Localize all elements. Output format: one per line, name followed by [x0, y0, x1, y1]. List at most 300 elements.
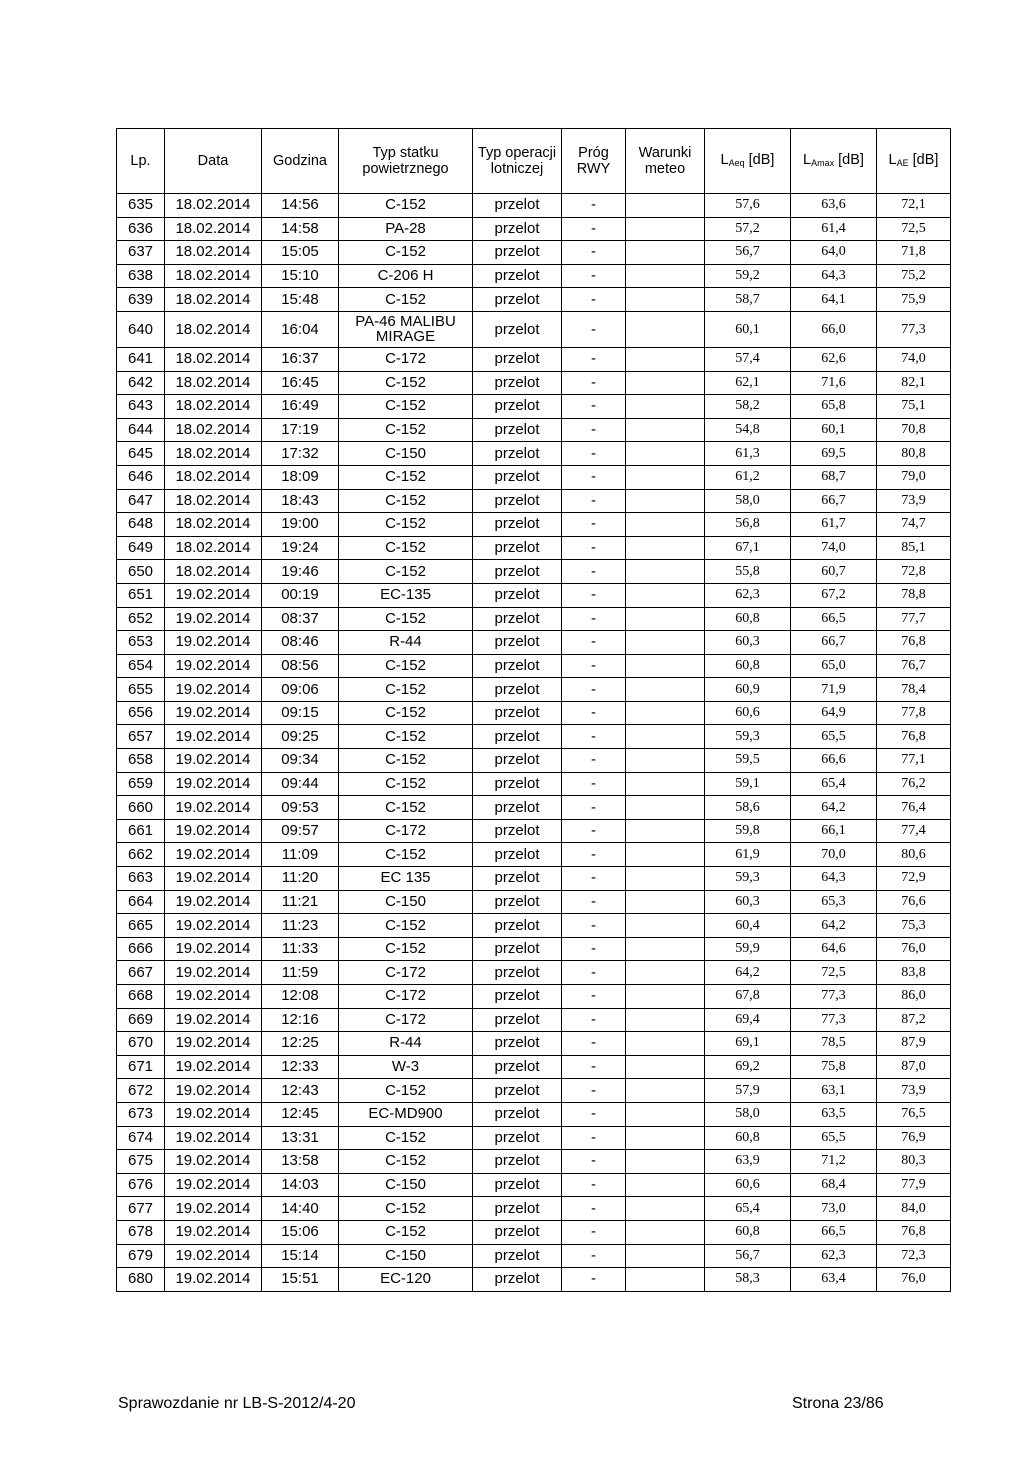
cell-prog-rwy: - — [562, 465, 626, 489]
cell-laeq: 57,2 — [705, 217, 791, 241]
table-row — [117, 513, 951, 537]
cell-laeq: 59,5 — [705, 749, 791, 773]
table-row — [117, 288, 951, 312]
cell-typ-statku: C-152 — [339, 749, 473, 773]
cell-typ-operacji: przelot — [473, 1268, 562, 1292]
cell-godzina: 11:09 — [262, 843, 339, 867]
cell-laeq: 65,4 — [705, 1197, 791, 1221]
cell-lae: 74,0 — [877, 347, 951, 371]
cell-lp: 650 — [117, 560, 165, 584]
cell-lp: 641 — [117, 347, 165, 371]
cell-lp: 660 — [117, 796, 165, 820]
cell-lp: 639 — [117, 288, 165, 312]
cell-godzina: 17:32 — [262, 442, 339, 466]
cell-lamax: 74,0 — [791, 536, 877, 560]
cell-lamax: 64,6 — [791, 937, 877, 961]
cell-lp: 668 — [117, 985, 165, 1009]
cell-typ-statku: C-152 — [339, 1197, 473, 1221]
header-lae-sub: AE — [896, 157, 909, 168]
cell-warunki-meteo — [626, 489, 705, 513]
cell-godzina: 16:45 — [262, 371, 339, 395]
cell-laeq: 59,9 — [705, 937, 791, 961]
cell-lamax: 68,7 — [791, 465, 877, 489]
cell-typ-statku: C-152 — [339, 513, 473, 537]
cell-godzina: 14:56 — [262, 194, 339, 218]
cell-godzina: 15:51 — [262, 1268, 339, 1292]
cell-typ-statku: C-150 — [339, 1173, 473, 1197]
cell-lamax: 65,0 — [791, 654, 877, 678]
cell-laeq: 54,8 — [705, 418, 791, 442]
table-row — [117, 749, 951, 773]
cell-typ-operacji: przelot — [473, 937, 562, 961]
cell-lp: 679 — [117, 1244, 165, 1268]
cell-godzina: 19:00 — [262, 513, 339, 537]
cell-lae: 77,7 — [877, 607, 951, 631]
cell-laeq: 57,4 — [705, 347, 791, 371]
header-laeq-unit: [dB] — [744, 151, 775, 168]
header-laeq-sub: Aeq — [728, 157, 745, 168]
cell-data: 18.02.2014 — [165, 489, 262, 513]
cell-data: 19.02.2014 — [165, 1008, 262, 1032]
cell-lamax: 64,3 — [791, 867, 877, 891]
cell-lamax: 64,2 — [791, 796, 877, 820]
cell-warunki-meteo — [626, 1008, 705, 1032]
cell-godzina: 14:58 — [262, 217, 339, 241]
cell-prog-rwy: - — [562, 1244, 626, 1268]
cell-prog-rwy: - — [562, 418, 626, 442]
cell-data: 18.02.2014 — [165, 395, 262, 419]
cell-typ-statku: EC-135 — [339, 583, 473, 607]
cell-warunki-meteo — [626, 678, 705, 702]
cell-data: 19.02.2014 — [165, 796, 262, 820]
cell-typ-statku: C-152 — [339, 654, 473, 678]
cell-prog-rwy: - — [562, 961, 626, 985]
cell-warunki-meteo — [626, 961, 705, 985]
cell-typ-operacji: przelot — [473, 1197, 562, 1221]
cell-lae: 76,4 — [877, 796, 951, 820]
cell-godzina: 11:59 — [262, 961, 339, 985]
cell-typ-operacji: przelot — [473, 536, 562, 560]
cell-typ-operacji: przelot — [473, 513, 562, 537]
cell-data: 19.02.2014 — [165, 1268, 262, 1292]
cell-prog-rwy: - — [562, 288, 626, 312]
table-row — [117, 217, 951, 241]
cell-typ-statku: PA-46 MALIBU MIRAGE — [339, 311, 473, 347]
cell-typ-operacji: przelot — [473, 654, 562, 678]
cell-laeq: 69,2 — [705, 1055, 791, 1079]
cell-data: 19.02.2014 — [165, 1220, 262, 1244]
cell-laeq: 60,4 — [705, 914, 791, 938]
cell-lp: 672 — [117, 1079, 165, 1103]
table-row — [117, 489, 951, 513]
cell-data: 19.02.2014 — [165, 1079, 262, 1103]
cell-lp: 640 — [117, 311, 165, 347]
cell-typ-operacji: przelot — [473, 395, 562, 419]
cell-laeq: 55,8 — [705, 560, 791, 584]
cell-godzina: 09:53 — [262, 796, 339, 820]
header-lae-unit: [dB] — [908, 151, 939, 168]
cell-laeq: 58,2 — [705, 395, 791, 419]
cell-lamax: 65,8 — [791, 395, 877, 419]
cell-warunki-meteo — [626, 914, 705, 938]
cell-lp: 659 — [117, 772, 165, 796]
table-body — [117, 194, 951, 1292]
cell-lae: 77,1 — [877, 749, 951, 773]
table-row — [117, 867, 951, 891]
cell-warunki-meteo — [626, 288, 705, 312]
cell-lae: 75,2 — [877, 264, 951, 288]
cell-laeq: 56,7 — [705, 241, 791, 265]
cell-data: 18.02.2014 — [165, 442, 262, 466]
cell-warunki-meteo — [626, 1055, 705, 1079]
cell-typ-operacji: przelot — [473, 914, 562, 938]
cell-lp: 677 — [117, 1197, 165, 1221]
cell-typ-statku: C-152 — [339, 194, 473, 218]
cell-prog-rwy: - — [562, 1079, 626, 1103]
footer-page-number: Strona 23/86 — [792, 1395, 884, 1412]
cell-warunki-meteo — [626, 725, 705, 749]
table-row — [117, 465, 951, 489]
cell-godzina: 15:48 — [262, 288, 339, 312]
cell-godzina: 14:03 — [262, 1173, 339, 1197]
cell-typ-operacji: przelot — [473, 442, 562, 466]
cell-prog-rwy: - — [562, 1126, 626, 1150]
table-row — [117, 772, 951, 796]
cell-laeq: 60,8 — [705, 1126, 791, 1150]
cell-lae: 72,8 — [877, 560, 951, 584]
cell-warunki-meteo — [626, 217, 705, 241]
cell-typ-statku: C-152 — [339, 1126, 473, 1150]
cell-lp: 653 — [117, 631, 165, 655]
cell-laeq: 56,8 — [705, 513, 791, 537]
cell-data: 19.02.2014 — [165, 867, 262, 891]
cell-lae: 70,8 — [877, 418, 951, 442]
cell-lp: 662 — [117, 843, 165, 867]
cell-data: 18.02.2014 — [165, 194, 262, 218]
table-row — [117, 194, 951, 218]
cell-laeq: 69,4 — [705, 1008, 791, 1032]
cell-typ-statku: C-206 H — [339, 264, 473, 288]
cell-godzina: 08:56 — [262, 654, 339, 678]
cell-data: 18.02.2014 — [165, 217, 262, 241]
table-row — [117, 1102, 951, 1126]
cell-warunki-meteo — [626, 796, 705, 820]
cell-lae: 84,0 — [877, 1197, 951, 1221]
header-lp: Lp. — [117, 129, 165, 194]
cell-typ-statku: C-152 — [339, 489, 473, 513]
cell-lae: 87,0 — [877, 1055, 951, 1079]
cell-laeq: 59,3 — [705, 725, 791, 749]
cell-prog-rwy: - — [562, 264, 626, 288]
cell-lamax: 63,5 — [791, 1102, 877, 1126]
cell-lae: 72,9 — [877, 867, 951, 891]
header-laeq — [705, 129, 791, 194]
cell-typ-statku: C-152 — [339, 607, 473, 631]
cell-lamax: 64,2 — [791, 914, 877, 938]
cell-lamax: 66,5 — [791, 1220, 877, 1244]
cell-godzina: 11:20 — [262, 867, 339, 891]
table-row — [117, 1055, 951, 1079]
cell-typ-statku: C-152 — [339, 843, 473, 867]
cell-typ-statku: C-152 — [339, 395, 473, 419]
cell-warunki-meteo — [626, 347, 705, 371]
cell-typ-statku: C-152 — [339, 678, 473, 702]
cell-laeq: 64,2 — [705, 961, 791, 985]
cell-typ-operacji: przelot — [473, 1055, 562, 1079]
cell-godzina: 09:06 — [262, 678, 339, 702]
cell-warunki-meteo — [626, 1102, 705, 1126]
cell-lamax: 64,9 — [791, 701, 877, 725]
cell-data: 19.02.2014 — [165, 772, 262, 796]
cell-lp: 658 — [117, 749, 165, 773]
cell-lp: 643 — [117, 395, 165, 419]
cell-prog-rwy: - — [562, 536, 626, 560]
cell-prog-rwy: - — [562, 701, 626, 725]
cell-lamax: 71,2 — [791, 1150, 877, 1174]
cell-lp: 670 — [117, 1032, 165, 1056]
cell-data: 19.02.2014 — [165, 914, 262, 938]
cell-godzina: 08:46 — [262, 631, 339, 655]
cell-typ-statku: C-152 — [339, 796, 473, 820]
table-row — [117, 1244, 951, 1268]
cell-typ-operacji: przelot — [473, 1244, 562, 1268]
table-row — [117, 1150, 951, 1174]
cell-lamax: 66,7 — [791, 631, 877, 655]
cell-lamax: 73,0 — [791, 1197, 877, 1221]
table-row — [117, 701, 951, 725]
cell-data: 18.02.2014 — [165, 513, 262, 537]
cell-laeq: 61,9 — [705, 843, 791, 867]
cell-lp: 661 — [117, 819, 165, 843]
cell-typ-statku: C-152 — [339, 914, 473, 938]
cell-lae: 85,1 — [877, 536, 951, 560]
cell-lp: 673 — [117, 1102, 165, 1126]
cell-laeq: 59,8 — [705, 819, 791, 843]
cell-typ-statku: C-150 — [339, 1244, 473, 1268]
cell-prog-rwy: - — [562, 937, 626, 961]
cell-prog-rwy: - — [562, 513, 626, 537]
cell-laeq: 60,8 — [705, 607, 791, 631]
cell-prog-rwy: - — [562, 489, 626, 513]
cell-typ-statku: R-44 — [339, 1032, 473, 1056]
cell-typ-statku: C-152 — [339, 1220, 473, 1244]
cell-lamax: 78,5 — [791, 1032, 877, 1056]
cell-lamax: 60,1 — [791, 418, 877, 442]
header-lamax — [791, 129, 877, 194]
header-lae — [877, 129, 951, 194]
cell-lae: 75,1 — [877, 395, 951, 419]
cell-typ-operacji: przelot — [473, 985, 562, 1009]
cell-typ-statku: EC-120 — [339, 1268, 473, 1292]
cell-typ-statku: R-44 — [339, 631, 473, 655]
cell-warunki-meteo — [626, 937, 705, 961]
cell-warunki-meteo — [626, 395, 705, 419]
cell-godzina: 19:24 — [262, 536, 339, 560]
cell-lp: 636 — [117, 217, 165, 241]
cell-typ-statku: C-152 — [339, 725, 473, 749]
cell-lae: 80,3 — [877, 1150, 951, 1174]
cell-data: 19.02.2014 — [165, 1197, 262, 1221]
cell-godzina: 16:37 — [262, 347, 339, 371]
cell-laeq: 57,6 — [705, 194, 791, 218]
cell-prog-rwy: - — [562, 1055, 626, 1079]
cell-lp: 635 — [117, 194, 165, 218]
cell-godzina: 12:25 — [262, 1032, 339, 1056]
cell-typ-operacji: przelot — [473, 796, 562, 820]
cell-godzina: 16:49 — [262, 395, 339, 419]
cell-data: 19.02.2014 — [165, 1173, 262, 1197]
cell-laeq: 67,8 — [705, 985, 791, 1009]
cell-lp: 655 — [117, 678, 165, 702]
cell-warunki-meteo — [626, 1173, 705, 1197]
cell-lp: 675 — [117, 1150, 165, 1174]
cell-prog-rwy: - — [562, 772, 626, 796]
table-row — [117, 347, 951, 371]
cell-lamax: 67,2 — [791, 583, 877, 607]
cell-data: 18.02.2014 — [165, 347, 262, 371]
cell-typ-statku: C-152 — [339, 241, 473, 265]
cell-data: 19.02.2014 — [165, 607, 262, 631]
cell-lamax: 66,6 — [791, 749, 877, 773]
cell-data: 19.02.2014 — [165, 749, 262, 773]
cell-typ-operacji: przelot — [473, 867, 562, 891]
cell-typ-operacji: przelot — [473, 1032, 562, 1056]
cell-warunki-meteo — [626, 1220, 705, 1244]
cell-lae: 72,5 — [877, 217, 951, 241]
cell-godzina: 17:19 — [262, 418, 339, 442]
cell-prog-rwy: - — [562, 1197, 626, 1221]
cell-lae: 80,6 — [877, 843, 951, 867]
cell-typ-operacji: przelot — [473, 371, 562, 395]
cell-typ-operacji: przelot — [473, 890, 562, 914]
cell-data: 19.02.2014 — [165, 631, 262, 655]
cell-laeq: 59,1 — [705, 772, 791, 796]
cell-typ-statku: C-172 — [339, 961, 473, 985]
cell-data: 19.02.2014 — [165, 678, 262, 702]
cell-prog-rwy: - — [562, 1173, 626, 1197]
table-row — [117, 631, 951, 655]
cell-prog-rwy: - — [562, 631, 626, 655]
cell-typ-statku: C-152 — [339, 1150, 473, 1174]
cell-lp: 647 — [117, 489, 165, 513]
cell-prog-rwy: - — [562, 217, 626, 241]
cell-lamax: 70,0 — [791, 843, 877, 867]
cell-warunki-meteo — [626, 536, 705, 560]
cell-godzina: 08:37 — [262, 607, 339, 631]
cell-lae: 75,3 — [877, 914, 951, 938]
cell-lae: 76,6 — [877, 890, 951, 914]
cell-typ-operacji: przelot — [473, 194, 562, 218]
cell-lamax: 66,7 — [791, 489, 877, 513]
cell-lamax: 71,6 — [791, 371, 877, 395]
cell-typ-operacji: przelot — [473, 1220, 562, 1244]
cell-prog-rwy: - — [562, 1150, 626, 1174]
cell-typ-statku: C-172 — [339, 985, 473, 1009]
cell-typ-statku: C-152 — [339, 371, 473, 395]
cell-warunki-meteo — [626, 1032, 705, 1056]
cell-typ-operacji: przelot — [473, 843, 562, 867]
cell-typ-operacji: przelot — [473, 288, 562, 312]
cell-lamax: 61,7 — [791, 513, 877, 537]
cell-godzina: 09:44 — [262, 772, 339, 796]
cell-typ-operacji: przelot — [473, 465, 562, 489]
cell-prog-rwy: - — [562, 890, 626, 914]
cell-typ-operacji: przelot — [473, 678, 562, 702]
cell-typ-statku: C-152 — [339, 701, 473, 725]
cell-lae: 87,9 — [877, 1032, 951, 1056]
cell-lae: 80,8 — [877, 442, 951, 466]
cell-typ-statku: C-152 — [339, 418, 473, 442]
cell-warunki-meteo — [626, 311, 705, 347]
cell-prog-rwy: - — [562, 725, 626, 749]
cell-warunki-meteo — [626, 1197, 705, 1221]
cell-lae: 77,8 — [877, 701, 951, 725]
cell-lamax: 77,3 — [791, 1008, 877, 1032]
cell-godzina: 13:31 — [262, 1126, 339, 1150]
table-row — [117, 1008, 951, 1032]
cell-typ-statku: C-152 — [339, 560, 473, 584]
cell-data: 19.02.2014 — [165, 1150, 262, 1174]
cell-lp: 637 — [117, 241, 165, 265]
cell-prog-rwy: - — [562, 347, 626, 371]
cell-lp: 678 — [117, 1220, 165, 1244]
cell-lae: 76,5 — [877, 1102, 951, 1126]
noise-measurement-table — [116, 128, 951, 1292]
cell-typ-statku: C-172 — [339, 819, 473, 843]
cell-prog-rwy: - — [562, 395, 626, 419]
cell-data: 18.02.2014 — [165, 536, 262, 560]
cell-lp: 680 — [117, 1268, 165, 1292]
cell-typ-statku: C-152 — [339, 536, 473, 560]
cell-lp: 664 — [117, 890, 165, 914]
cell-lp: 646 — [117, 465, 165, 489]
cell-prog-rwy: - — [562, 914, 626, 938]
cell-prog-rwy: - — [562, 1032, 626, 1056]
table-header-row — [117, 129, 951, 194]
table-row — [117, 725, 951, 749]
cell-typ-statku: C-152 — [339, 465, 473, 489]
cell-godzina: 15:06 — [262, 1220, 339, 1244]
cell-godzina: 19:46 — [262, 560, 339, 584]
table-row — [117, 985, 951, 1009]
cell-lp: 644 — [117, 418, 165, 442]
cell-warunki-meteo — [626, 867, 705, 891]
cell-typ-statku: C-172 — [339, 347, 473, 371]
cell-warunki-meteo — [626, 1126, 705, 1150]
cell-data: 19.02.2014 — [165, 961, 262, 985]
cell-godzina: 09:57 — [262, 819, 339, 843]
cell-typ-operacji: przelot — [473, 489, 562, 513]
cell-prog-rwy: - — [562, 796, 626, 820]
cell-typ-statku: C-152 — [339, 288, 473, 312]
cell-data: 19.02.2014 — [165, 583, 262, 607]
cell-lamax: 62,3 — [791, 1244, 877, 1268]
cell-warunki-meteo — [626, 418, 705, 442]
cell-laeq: 61,2 — [705, 465, 791, 489]
cell-data: 19.02.2014 — [165, 701, 262, 725]
cell-lae: 71,8 — [877, 241, 951, 265]
cell-typ-operacji: przelot — [473, 1126, 562, 1150]
cell-warunki-meteo — [626, 1079, 705, 1103]
cell-typ-statku: C-172 — [339, 1008, 473, 1032]
cell-lp: 674 — [117, 1126, 165, 1150]
cell-laeq: 60,9 — [705, 678, 791, 702]
cell-laeq: 67,1 — [705, 536, 791, 560]
cell-lamax: 69,5 — [791, 442, 877, 466]
table-row — [117, 678, 951, 702]
cell-laeq: 58,6 — [705, 796, 791, 820]
cell-lamax: 62,6 — [791, 347, 877, 371]
